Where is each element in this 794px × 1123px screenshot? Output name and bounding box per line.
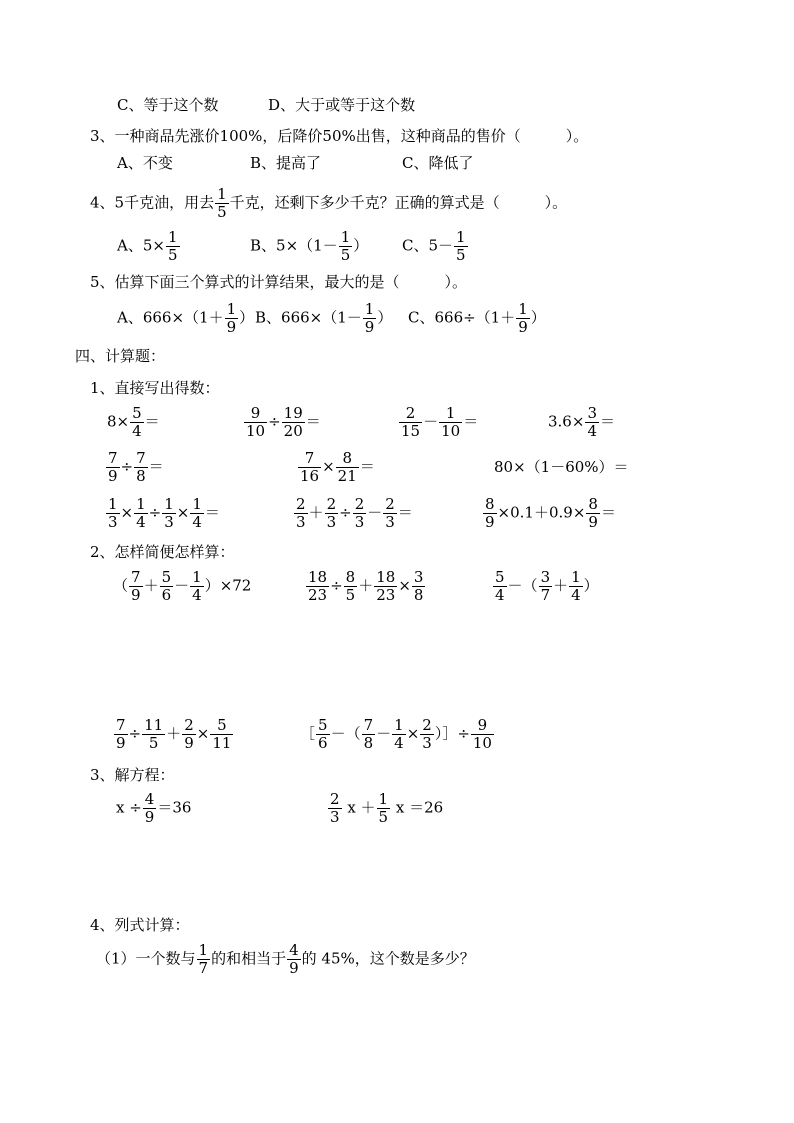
simplify-5: ［ $\frac{5}{6}$ －（ $\frac{7}{8}$ － $\frac{1}{4}$ × $\frac{2}{3}$ ）］÷ $\frac{9}{10}$ xyxy=(300,716,492,752)
simplify-1: （ $\frac{7}{9}$ ＋ $\frac{5}{6}$ － $\frac{1}{4}$ ）×72 xyxy=(113,568,252,604)
q5-option-a: A、666×（1＋ $\frac{1}{9}$ ） xyxy=(117,300,255,336)
q5-text: 5、估算下面三个算式的计算结果，最大的是（ ）。 xyxy=(90,273,468,291)
q5-option-c: C、666÷（1＋ $\frac{1}{9}$ ） xyxy=(408,300,546,336)
calc-two-thirds-chain: $\frac{2}{3}$ ＋ $\frac{2}{3}$ ÷ $\frac{2}{3}$ － $\frac{2}{3}$ ＝ xyxy=(296,495,413,531)
simplify-4: $\frac{7}{9}$ ÷ $\frac{11}{5}$ ＋ $\frac{2}{9}$ × $\frac{5}{11}$ xyxy=(116,716,232,752)
q4-option-a: A、5× $\frac{1}{5}$ xyxy=(117,228,178,264)
q4-option-b: B、5×（1－ $\frac{1}{5}$ ） xyxy=(250,228,369,264)
calc-quarter-third-chain: $\frac{1}{3}$ × $\frac{1}{4}$ ÷ $\frac{1}{3}$ × $\frac{1}{4}$ ＝ xyxy=(108,495,220,531)
q4-text: 4、5千克油，用去 $\frac{1}{5}$ 千克，还剩下多少千克？正确的算式是（ ）。 xyxy=(90,185,568,221)
q5-option-b: B、666×（1－ $\frac{1}{9}$ ） xyxy=(255,300,393,336)
q4-option-c: C、5－ $\frac{1}{5}$ xyxy=(402,228,466,264)
part1-title: 1、直接写出得数： xyxy=(90,379,220,397)
part3-title: 3、解方程： xyxy=(90,766,175,784)
q2-option-d: D、大于或等于这个数 xyxy=(268,96,416,114)
word-problem-1: （1）一个数与 $\frac{1}{7}$ 的和相当于 $\frac{4}{9}$ 的 45%，这个数是多少？ xyxy=(96,941,475,977)
section4-title: 四、计算题： xyxy=(75,347,166,365)
calc-8over9-distrib: $\frac{8}{9}$ ×0.1＋0.9× $\frac{8}{9}$ ＝ xyxy=(485,495,616,531)
simplify-2: $\frac{18}{23}$ ÷ $\frac{8}{5}$ ＋ $\frac{18}{23}$ × $\frac{3}{8}$ xyxy=(308,568,424,604)
equation-1: x ÷ $\frac{4}{9}$ ＝36 xyxy=(116,790,192,826)
calc-3.6x3over4: 3.6× $\frac{3}{4}$ ＝ xyxy=(548,404,615,440)
calc-9over10-div-19over20: $\frac{9}{10}$ ÷ $\frac{19}{20}$ ＝ xyxy=(246,404,321,440)
equation-2: $\frac{2}{3}$ x ＋ $\frac{1}{5}$ x ＝26 xyxy=(330,790,444,826)
part4-title: 4、列式计算： xyxy=(90,916,190,934)
calc-80x-percent: 80×（1－60%）＝ xyxy=(494,458,629,476)
q3-text: 3、一种商品先涨价100%，后降价50%出售，这种商品的售价（ ）。 xyxy=(90,127,589,145)
calc-7over9-div-7over8: $\frac{7}{9}$ ÷ $\frac{7}{8}$ ＝ xyxy=(108,449,164,485)
q2-option-c: C、等于这个数 xyxy=(117,96,219,114)
q3-option-a: A、不变 xyxy=(117,154,173,172)
calc-7over16-x-8over21: $\frac{7}{16}$ × $\frac{8}{21}$ ＝ xyxy=(300,449,375,485)
calc-2over15-minus-1over10: $\frac{2}{15}$ － $\frac{1}{10}$ ＝ xyxy=(401,404,479,440)
part2-title: 2、怎样简便怎样算： xyxy=(90,543,235,561)
q3-option-b: B、提高了 xyxy=(250,154,322,172)
q3-option-c: C、降低了 xyxy=(402,154,474,172)
calc-8x5over4: 8× $\frac{5}{4}$ ＝ xyxy=(107,404,160,440)
q2-options xyxy=(117,98,415,113)
simplify-3: $\frac{5}{4}$ －（ $\frac{3}{7}$ ＋ $\frac{1}{4}$ ） xyxy=(495,568,599,604)
